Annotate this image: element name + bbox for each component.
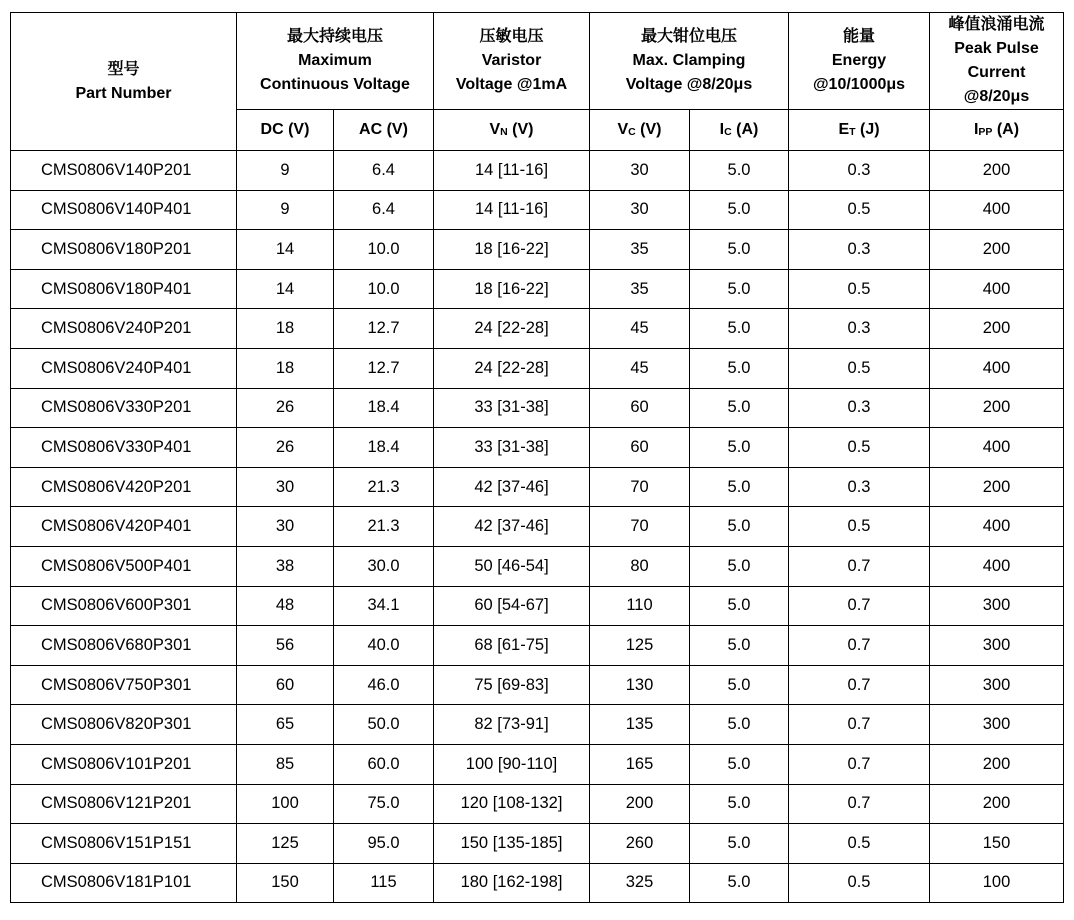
table-row	[11, 665, 1064, 705]
ac-voltage-cell: 18.4	[334, 428, 434, 468]
dc-voltage-cell: 14	[237, 230, 334, 270]
clamping-voltage-cell: 325	[590, 863, 690, 903]
dc-voltage-cell: 18	[237, 348, 334, 388]
dc-voltage-cell: 38	[237, 546, 334, 586]
header-peak-en3: @8/20μs	[963, 88, 1030, 105]
header-var-en2: Voltage @1mA	[455, 76, 568, 93]
header-clamp-en2: Voltage @8/20μs	[625, 76, 753, 93]
table-row	[11, 705, 1064, 745]
part-number-cell: CMS0806V750P301	[11, 665, 237, 705]
header-vn-main: V	[489, 121, 501, 138]
clamping-voltage-cell: 30	[590, 190, 690, 230]
part-number-cell: CMS0806V180P201	[11, 230, 237, 270]
varistor-voltage-cell: 180 [162-198]	[434, 863, 590, 903]
clamping-current-cell: 5.0	[690, 309, 789, 349]
header-vn-unit: (V)	[507, 121, 534, 138]
table-row	[11, 230, 1064, 270]
header-clamp-cn: 最大钳位电压	[640, 28, 737, 45]
part-number-cell: CMS0806V330P401	[11, 428, 237, 468]
clamping-current-cell: 5.0	[690, 824, 789, 864]
energy-cell: 0.5	[789, 190, 930, 230]
header-varistor-voltage	[434, 13, 590, 110]
energy-cell: 0.3	[789, 388, 930, 428]
peak-current-cell: 400	[930, 507, 1064, 547]
ac-voltage-cell: 21.3	[334, 467, 434, 507]
ac-voltage-cell: 10.0	[334, 269, 434, 309]
peak-current-cell: 200	[930, 309, 1064, 349]
clamping-current-cell: 5.0	[690, 586, 789, 626]
clamping-voltage-cell: 35	[590, 269, 690, 309]
energy-cell: 0.7	[789, 744, 930, 784]
table-row	[11, 626, 1064, 666]
varistor-voltage-cell: 24 [22-28]	[434, 348, 590, 388]
part-number-cell: CMS0806V420P401	[11, 507, 237, 547]
varistor-voltage-cell: 150 [135-185]	[434, 824, 590, 864]
clamping-voltage-cell: 110	[590, 586, 690, 626]
peak-current-cell: 200	[930, 467, 1064, 507]
dc-voltage-cell: 125	[237, 824, 334, 864]
dc-voltage-cell: 85	[237, 744, 334, 784]
clamping-current-cell: 5.0	[690, 507, 789, 547]
energy-cell: 0.3	[789, 309, 930, 349]
header-dc: DC (V)	[237, 110, 334, 151]
energy-cell: 0.5	[789, 348, 930, 388]
table-row	[11, 309, 1064, 349]
clamping-current-cell: 5.0	[690, 269, 789, 309]
peak-current-cell: 200	[930, 230, 1064, 270]
header-peak-en2: Current	[967, 64, 1026, 81]
clamping-voltage-cell: 200	[590, 784, 690, 824]
ac-voltage-cell: 12.7	[334, 348, 434, 388]
spec-table-wrapper	[10, 12, 1064, 903]
dc-voltage-cell: 30	[237, 467, 334, 507]
clamping-current-cell: 5.0	[690, 388, 789, 428]
header-ipp-main: I	[973, 121, 979, 138]
ac-voltage-cell: 50.0	[334, 705, 434, 745]
varistor-voltage-cell: 14 [11-16]	[434, 151, 590, 191]
ac-voltage-cell: 6.4	[334, 190, 434, 230]
header-energy	[789, 13, 930, 110]
header-mcv-en2: Continuous Voltage	[260, 76, 410, 93]
part-number-cell: CMS0806V180P401	[11, 269, 237, 309]
part-number-cell: CMS0806V140P401	[11, 190, 237, 230]
table-row	[11, 428, 1064, 468]
ac-voltage-cell: 75.0	[334, 784, 434, 824]
varistor-voltage-cell: 82 [73-91]	[434, 705, 590, 745]
peak-current-cell: 400	[930, 546, 1064, 586]
varistor-voltage-cell: 18 [16-22]	[434, 230, 590, 270]
energy-cell: 0.3	[789, 151, 930, 191]
varistor-voltage-cell: 42 [37-46]	[434, 507, 590, 547]
header-vc-unit: (V)	[635, 121, 662, 138]
clamping-voltage-cell: 45	[590, 309, 690, 349]
dc-voltage-cell: 14	[237, 269, 334, 309]
header-energy-en2: @10/1000μs	[812, 76, 906, 93]
energy-cell: 0.7	[789, 665, 930, 705]
peak-current-cell: 300	[930, 626, 1064, 666]
table-row	[11, 190, 1064, 230]
clamping-current-cell: 5.0	[690, 151, 789, 191]
dc-voltage-cell: 30	[237, 507, 334, 547]
varistor-voltage-cell: 33 [31-38]	[434, 428, 590, 468]
table-row	[11, 507, 1064, 547]
part-number-cell: CMS0806V240P201	[11, 309, 237, 349]
header-var-cn: 压敏电压	[479, 28, 544, 45]
ac-voltage-cell: 34.1	[334, 586, 434, 626]
clamping-voltage-cell: 45	[590, 348, 690, 388]
ac-voltage-cell: 30.0	[334, 546, 434, 586]
ac-voltage-cell: 115	[334, 863, 434, 903]
header-ic	[690, 110, 789, 151]
varistor-voltage-cell: 100 [90-110]	[434, 744, 590, 784]
table-row	[11, 388, 1064, 428]
peak-current-cell: 200	[930, 388, 1064, 428]
varistor-voltage-cell: 18 [16-22]	[434, 269, 590, 309]
peak-current-cell: 150	[930, 824, 1064, 864]
part-number-cell: CMS0806V151P151	[11, 824, 237, 864]
table-row	[11, 269, 1064, 309]
header-ac: AC (V)	[334, 110, 434, 151]
clamping-current-cell: 5.0	[690, 665, 789, 705]
table-row	[11, 784, 1064, 824]
clamping-voltage-cell: 35	[590, 230, 690, 270]
header-et-unit: (J)	[855, 121, 880, 138]
energy-cell: 0.5	[789, 863, 930, 903]
dc-voltage-cell: 18	[237, 309, 334, 349]
peak-current-cell: 300	[930, 705, 1064, 745]
energy-cell: 0.5	[789, 428, 930, 468]
ac-voltage-cell: 46.0	[334, 665, 434, 705]
energy-cell: 0.3	[789, 467, 930, 507]
header-energy-en1: Energy	[831, 52, 887, 69]
ac-voltage-cell: 18.4	[334, 388, 434, 428]
table-row	[11, 348, 1064, 388]
header-mcv-en1: Maximum	[298, 52, 372, 69]
header-energy-cn: 能量	[842, 28, 875, 45]
table-body	[11, 151, 1064, 903]
varistor-voltage-cell: 33 [31-38]	[434, 388, 590, 428]
dc-voltage-cell: 26	[237, 388, 334, 428]
clamping-voltage-cell: 260	[590, 824, 690, 864]
peak-current-cell: 200	[930, 784, 1064, 824]
part-number-cell: CMS0806V140P201	[11, 151, 237, 191]
varistor-voltage-cell: 60 [54-67]	[434, 586, 590, 626]
dc-voltage-cell: 150	[237, 863, 334, 903]
header-vc-main: V	[617, 121, 629, 138]
energy-cell: 0.5	[789, 269, 930, 309]
peak-current-cell: 400	[930, 269, 1064, 309]
dc-voltage-cell: 26	[237, 428, 334, 468]
header-et-sub: T	[849, 126, 856, 138]
clamping-voltage-cell: 165	[590, 744, 690, 784]
energy-cell: 0.5	[789, 507, 930, 547]
ac-voltage-cell: 6.4	[334, 151, 434, 191]
table-row	[11, 546, 1064, 586]
header-peak-en1: Peak Pulse	[954, 40, 1039, 57]
part-number-cell: CMS0806V330P201	[11, 388, 237, 428]
peak-current-cell: 100	[930, 863, 1064, 903]
part-number-cell: CMS0806V420P201	[11, 467, 237, 507]
header-part-en: Part Number	[75, 84, 172, 102]
clamping-voltage-cell: 30	[590, 151, 690, 191]
header-ipp	[930, 110, 1064, 151]
varistor-voltage-cell: 75 [69-83]	[434, 665, 590, 705]
header-ic-sub: C	[724, 126, 732, 138]
clamping-voltage-cell: 135	[590, 705, 690, 745]
clamping-current-cell: 5.0	[690, 467, 789, 507]
ac-voltage-cell: 21.3	[334, 507, 434, 547]
header-max-clamping-voltage	[590, 13, 789, 110]
header-vc	[590, 110, 690, 151]
table-row	[11, 467, 1064, 507]
table-row	[11, 151, 1064, 191]
header-et-main: E	[838, 121, 850, 138]
header-max-continuous-voltage	[237, 13, 434, 110]
header-ic-main: I	[719, 121, 725, 138]
clamping-current-cell: 5.0	[690, 784, 789, 824]
header-vn-sub: N	[500, 126, 508, 138]
header-mcv-cn: 最大持续电压	[286, 28, 383, 45]
peak-current-cell: 300	[930, 665, 1064, 705]
clamping-voltage-cell: 125	[590, 626, 690, 666]
peak-current-cell: 400	[930, 348, 1064, 388]
energy-cell: 0.5	[789, 824, 930, 864]
header-peak-pulse-current	[930, 13, 1064, 110]
energy-cell: 0.7	[789, 626, 930, 666]
peak-current-cell: 200	[930, 151, 1064, 191]
clamping-current-cell: 5.0	[690, 428, 789, 468]
part-number-cell: CMS0806V121P201	[11, 784, 237, 824]
part-number-cell: CMS0806V181P101	[11, 863, 237, 903]
peak-current-cell: 200	[930, 744, 1064, 784]
varistor-voltage-cell: 24 [22-28]	[434, 309, 590, 349]
header-ipp-sub: PP	[978, 126, 993, 138]
header-ic-unit: (A)	[731, 121, 759, 138]
table-header	[11, 13, 1064, 151]
clamping-voltage-cell: 60	[590, 388, 690, 428]
varistor-spec-table	[10, 12, 1064, 903]
header-clamp-en1: Max. Clamping	[632, 52, 746, 69]
energy-cell: 0.7	[789, 546, 930, 586]
varistor-voltage-cell: 14 [11-16]	[434, 190, 590, 230]
varistor-voltage-cell: 68 [61-75]	[434, 626, 590, 666]
table-row	[11, 744, 1064, 784]
peak-current-cell: 400	[930, 190, 1064, 230]
dc-voltage-cell: 48	[237, 586, 334, 626]
header-ipp-unit: (A)	[992, 121, 1020, 138]
dc-voltage-cell: 100	[237, 784, 334, 824]
clamping-current-cell: 5.0	[690, 626, 789, 666]
ac-voltage-cell: 12.7	[334, 309, 434, 349]
part-number-cell: CMS0806V500P401	[11, 546, 237, 586]
header-part-cn: 型号	[107, 60, 140, 78]
peak-current-cell: 300	[930, 586, 1064, 626]
dc-voltage-cell: 9	[237, 190, 334, 230]
header-et	[789, 110, 930, 151]
clamping-current-cell: 5.0	[690, 546, 789, 586]
part-number-cell: CMS0806V240P401	[11, 348, 237, 388]
varistor-voltage-cell: 50 [46-54]	[434, 546, 590, 586]
dc-voltage-cell: 60	[237, 665, 334, 705]
part-number-cell: CMS0806V820P301	[11, 705, 237, 745]
ac-voltage-cell: 95.0	[334, 824, 434, 864]
clamping-current-cell: 5.0	[690, 190, 789, 230]
header-row-main	[11, 13, 1064, 110]
clamping-voltage-cell: 60	[590, 428, 690, 468]
header-vn	[434, 110, 590, 151]
clamping-voltage-cell: 80	[590, 546, 690, 586]
energy-cell: 0.7	[789, 705, 930, 745]
energy-cell: 0.7	[789, 784, 930, 824]
dc-voltage-cell: 9	[237, 151, 334, 191]
dc-voltage-cell: 56	[237, 626, 334, 666]
varistor-voltage-cell: 120 [108-132]	[434, 784, 590, 824]
table-row	[11, 824, 1064, 864]
varistor-voltage-cell: 42 [37-46]	[434, 467, 590, 507]
clamping-current-cell: 5.0	[690, 348, 789, 388]
ac-voltage-cell: 40.0	[334, 626, 434, 666]
dc-voltage-cell: 65	[237, 705, 334, 745]
clamping-current-cell: 5.0	[690, 863, 789, 903]
clamping-current-cell: 5.0	[690, 744, 789, 784]
clamping-current-cell: 5.0	[690, 705, 789, 745]
peak-current-cell: 400	[930, 428, 1064, 468]
table-row	[11, 863, 1064, 903]
ac-voltage-cell: 60.0	[334, 744, 434, 784]
clamping-current-cell: 5.0	[690, 230, 789, 270]
part-number-cell: CMS0806V600P301	[11, 586, 237, 626]
clamping-voltage-cell: 70	[590, 467, 690, 507]
header-vc-sub: C	[628, 126, 636, 138]
energy-cell: 0.7	[789, 586, 930, 626]
header-peak-cn: 峰值浪涌电流	[948, 16, 1045, 33]
energy-cell: 0.3	[789, 230, 930, 270]
ac-voltage-cell: 10.0	[334, 230, 434, 270]
clamping-voltage-cell: 130	[590, 665, 690, 705]
part-number-cell: CMS0806V680P301	[11, 626, 237, 666]
table-row	[11, 586, 1064, 626]
part-number-cell: CMS0806V101P201	[11, 744, 237, 784]
clamping-voltage-cell: 70	[590, 507, 690, 547]
header-var-en1: Varistor	[481, 52, 542, 69]
header-part-number	[11, 13, 237, 151]
